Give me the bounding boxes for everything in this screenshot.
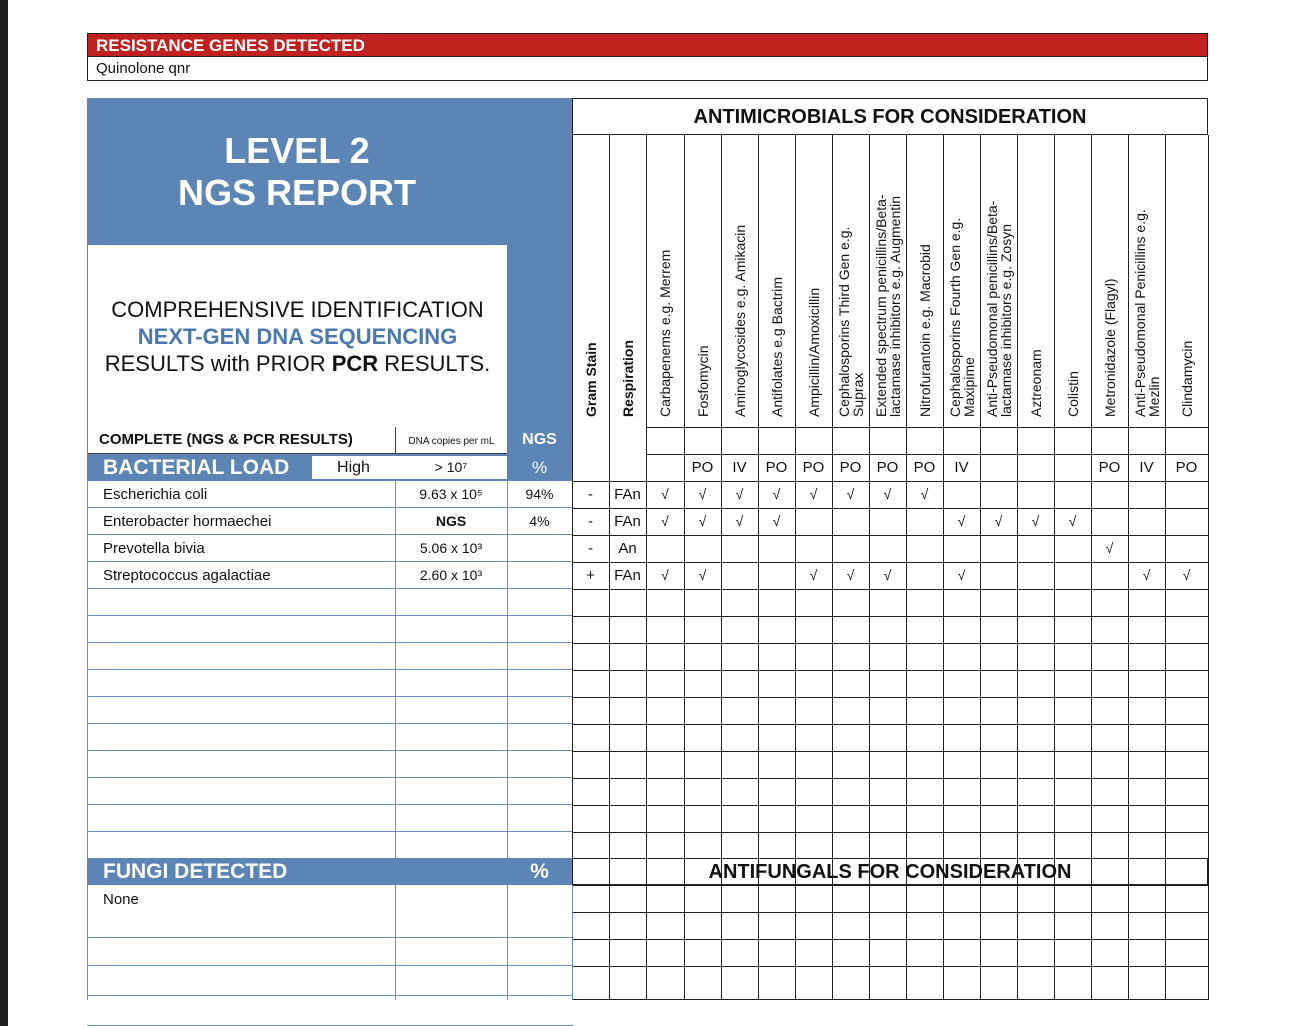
organism-copies: NGS <box>435 513 467 529</box>
drug-column-header <box>869 135 906 427</box>
check-mark: √ <box>994 513 1003 529</box>
drug-column-header <box>721 135 758 427</box>
drug-column-header-label: Fosfomycin <box>694 345 711 417</box>
drug-column-header <box>1128 135 1165 427</box>
drug-column-header-label: Nitrofurantoin e.g. Macrobid <box>916 244 933 417</box>
check-mark: √ <box>661 567 669 583</box>
drug-column-header-label: Ampicillin/Amoxicillin <box>805 287 822 417</box>
bacterial-load-row <box>87 454 572 481</box>
drug-column-header-label: Aztreonam <box>1027 349 1044 417</box>
drug-column-header-label: Antifolates e.g Bactrim <box>768 276 785 417</box>
window-edge <box>0 0 8 1026</box>
drug-column-header <box>646 135 684 427</box>
gram-stain-value: - <box>588 486 593 503</box>
drug-column-header <box>1054 135 1091 427</box>
report-level-line2: NGS REPORT <box>177 172 417 213</box>
bacterial-load-level: High <box>312 456 395 479</box>
route-label: PO <box>802 459 825 476</box>
route-label: IV <box>732 459 747 476</box>
respiration-header-label: Respiration <box>619 339 636 417</box>
check-mark: √ <box>1105 540 1114 556</box>
drug-column-header <box>906 135 943 427</box>
organism-row <box>87 508 573 535</box>
drug-column-header <box>1017 135 1054 427</box>
drug-column-header <box>795 135 832 427</box>
organism-name: Prevotella bivia <box>103 540 205 557</box>
fungi-col-divider <box>395 885 396 1000</box>
check-mark: √ <box>1182 567 1191 583</box>
gram-stain-value: - <box>588 513 593 530</box>
drug-column-header-label: Extended spectrum penicillins/Beta- lactamase inhibitors e.g. Augmentin <box>872 194 903 417</box>
drug-column-header-label: Anti-Pseudomonal Penicillins e.g. Mezlin <box>1131 209 1162 417</box>
route-label: IV <box>1139 459 1154 476</box>
organism-percent: 94% <box>525 486 554 502</box>
respiration-header <box>609 135 646 427</box>
check-mark: √ <box>957 567 966 583</box>
drug-column-header-label: Cephalosporins Fourth Gen e.g. Maxipime <box>946 217 977 417</box>
respiration-value: An <box>618 540 637 557</box>
grid-row-line <box>572 966 1208 967</box>
check-mark: √ <box>698 513 707 529</box>
drug-column-header <box>943 135 980 427</box>
drug-column-header <box>758 135 795 427</box>
grid-row-line <box>572 751 1208 752</box>
check-mark: √ <box>1142 567 1151 583</box>
grid-row-line <box>572 724 1208 725</box>
grid-row-line <box>572 670 1208 671</box>
grid-row-line <box>572 805 1208 806</box>
row-divider <box>87 642 573 643</box>
route-label: PO <box>1098 459 1121 476</box>
drug-column-header-label: Carbapenems e.g. Merrem <box>657 249 673 417</box>
row-divider <box>87 777 573 778</box>
fungi-header-row <box>87 858 573 885</box>
grid-row-line <box>572 589 1208 590</box>
report-level-line1: LEVEL 2 <box>224 130 370 171</box>
row-divider <box>87 696 573 697</box>
grid-row-line <box>572 616 1208 617</box>
fungi-row-divider <box>87 937 573 938</box>
check-mark: √ <box>735 486 744 502</box>
check-mark: √ <box>809 486 818 502</box>
check-mark: √ <box>1031 513 1040 529</box>
grid-row-line <box>572 999 1208 1000</box>
drug-column-header-label: Anti-Pseudomonal penicillins/Beta- lactamase inhibitors e.g. Zosyn <box>983 200 1014 417</box>
bacterial-load-label: BACTERIAL LOAD <box>103 456 290 479</box>
respiration-value: FAn <box>614 486 641 503</box>
organism-copies: 2.60 x 10³ <box>419 567 483 583</box>
route-label: PO <box>913 459 936 476</box>
drug-column-header-label: Clindamycin <box>1178 340 1195 417</box>
check-mark: √ <box>661 513 669 529</box>
drug-column-header <box>832 135 869 427</box>
fungi-col-divider <box>87 885 88 1000</box>
row-divider <box>87 723 573 724</box>
drug-column-header-label: Cephalosporins Third Gen e.g. Suprax <box>835 226 866 417</box>
drug-column-header <box>980 135 1017 427</box>
check-mark: √ <box>1068 513 1077 529</box>
organism-copies: 5.06 x 10³ <box>419 540 483 556</box>
check-mark: √ <box>846 567 855 583</box>
report-desc-line1: COMPREHENSIVE IDENTIFICATION <box>111 297 484 322</box>
desc-line3-pcr: PCR <box>331 351 379 376</box>
report-desc-line3 <box>88 350 507 377</box>
check-mark: √ <box>883 567 892 583</box>
row-divider <box>87 669 573 670</box>
drug-column-header <box>684 135 721 427</box>
check-mark: √ <box>698 486 707 502</box>
complete-results-header: COMPLETE (NGS & PCR RESULTS) <box>87 427 395 454</box>
check-mark: √ <box>772 513 781 529</box>
gram-stain-header <box>572 135 609 427</box>
row-divider <box>87 750 573 751</box>
respiration-value: FAn <box>614 513 641 530</box>
route-label: PO <box>691 459 714 476</box>
organism-name: Streptococcus agalactiae <box>103 567 271 584</box>
drug-column-header <box>1165 135 1208 427</box>
desc-line3-suffix: RESULTS. <box>378 351 491 376</box>
grid-col-line <box>1208 135 1209 1000</box>
report-desc-line2: NEXT-GEN DNA SEQUENCING <box>137 324 458 349</box>
bacterial-load-copies: > 10⁷ <box>395 456 507 479</box>
respiration-value: FAn <box>614 567 641 584</box>
grid-row-line <box>572 832 1208 833</box>
ngs-header: NGS <box>522 431 557 448</box>
check-mark: √ <box>661 486 669 502</box>
resistance-genes-heading: RESISTANCE GENES DETECTED <box>87 33 1208 57</box>
antifungals-title: ANTIFUNGALS FOR CONSIDERATION <box>572 858 1208 885</box>
route-label: PO <box>765 459 788 476</box>
organism-name: Escherichia coli <box>103 486 208 503</box>
ngs-percent-column-header <box>507 98 572 454</box>
drug-column-header <box>1091 135 1128 427</box>
fungi-value: None <box>103 891 139 908</box>
bacteria-table <box>87 481 573 858</box>
gram-stain-header-label: Gram Stain <box>582 342 599 417</box>
resistance-genes-value: Quinolone qnr <box>87 57 1208 81</box>
check-mark: √ <box>698 567 707 583</box>
check-mark: √ <box>772 486 781 502</box>
check-mark: √ <box>883 486 892 502</box>
drug-column-header-label: Colistin <box>1064 371 1081 417</box>
fungi-row-divider <box>87 965 573 966</box>
grid-row-line <box>646 427 1208 428</box>
grid-row-line <box>572 939 1208 940</box>
gram-stain-value: + <box>586 567 595 584</box>
organism-row <box>87 562 573 589</box>
check-mark: √ <box>957 513 966 529</box>
report-level-title <box>87 98 507 245</box>
organism-percent: 4% <box>529 513 550 529</box>
grid-row-line <box>572 778 1208 779</box>
organism-row <box>87 481 573 508</box>
route-label: PO <box>1175 459 1198 476</box>
grid-row-line <box>572 912 1208 913</box>
check-mark: √ <box>735 513 744 529</box>
fungi-col-divider <box>507 885 508 1000</box>
organism-row <box>87 535 573 562</box>
gram-stain-value: - <box>588 540 593 557</box>
fungi-detected-heading: FUNGI DETECTED <box>103 860 288 883</box>
fungi-row-divider <box>87 995 573 996</box>
desc-line3-prefix: RESULTS with PRIOR <box>104 351 332 376</box>
ngs-percent-header: % <box>531 458 548 477</box>
route-label: PO <box>839 459 862 476</box>
organism-copies: 9.63 x 10⁵ <box>419 486 483 502</box>
check-mark: √ <box>846 486 855 502</box>
drug-column-header-label: Aminoglycosides e.g. Amikacin <box>731 224 748 417</box>
route-label: IV <box>954 459 969 476</box>
row-divider <box>87 615 573 616</box>
fungi-col-divider <box>572 885 573 1000</box>
antimicrobials-title: ANTIMICROBIALS FOR CONSIDERATION <box>572 98 1208 135</box>
check-mark: √ <box>809 567 818 583</box>
dna-copies-units-header: DNA copies per mL <box>395 427 507 454</box>
grid-row-line <box>572 697 1208 698</box>
report-description <box>87 245 507 427</box>
row-divider <box>87 831 573 832</box>
route-label: PO <box>876 459 899 476</box>
drug-column-header-label: Metronidazole (Flagyl) <box>1101 278 1118 417</box>
row-divider <box>87 804 573 805</box>
organism-name: Enterobacter hormaechei <box>103 513 272 530</box>
fungi-percent-header: % <box>530 860 549 883</box>
check-mark: √ <box>920 486 929 502</box>
grid-row-line <box>572 643 1208 644</box>
